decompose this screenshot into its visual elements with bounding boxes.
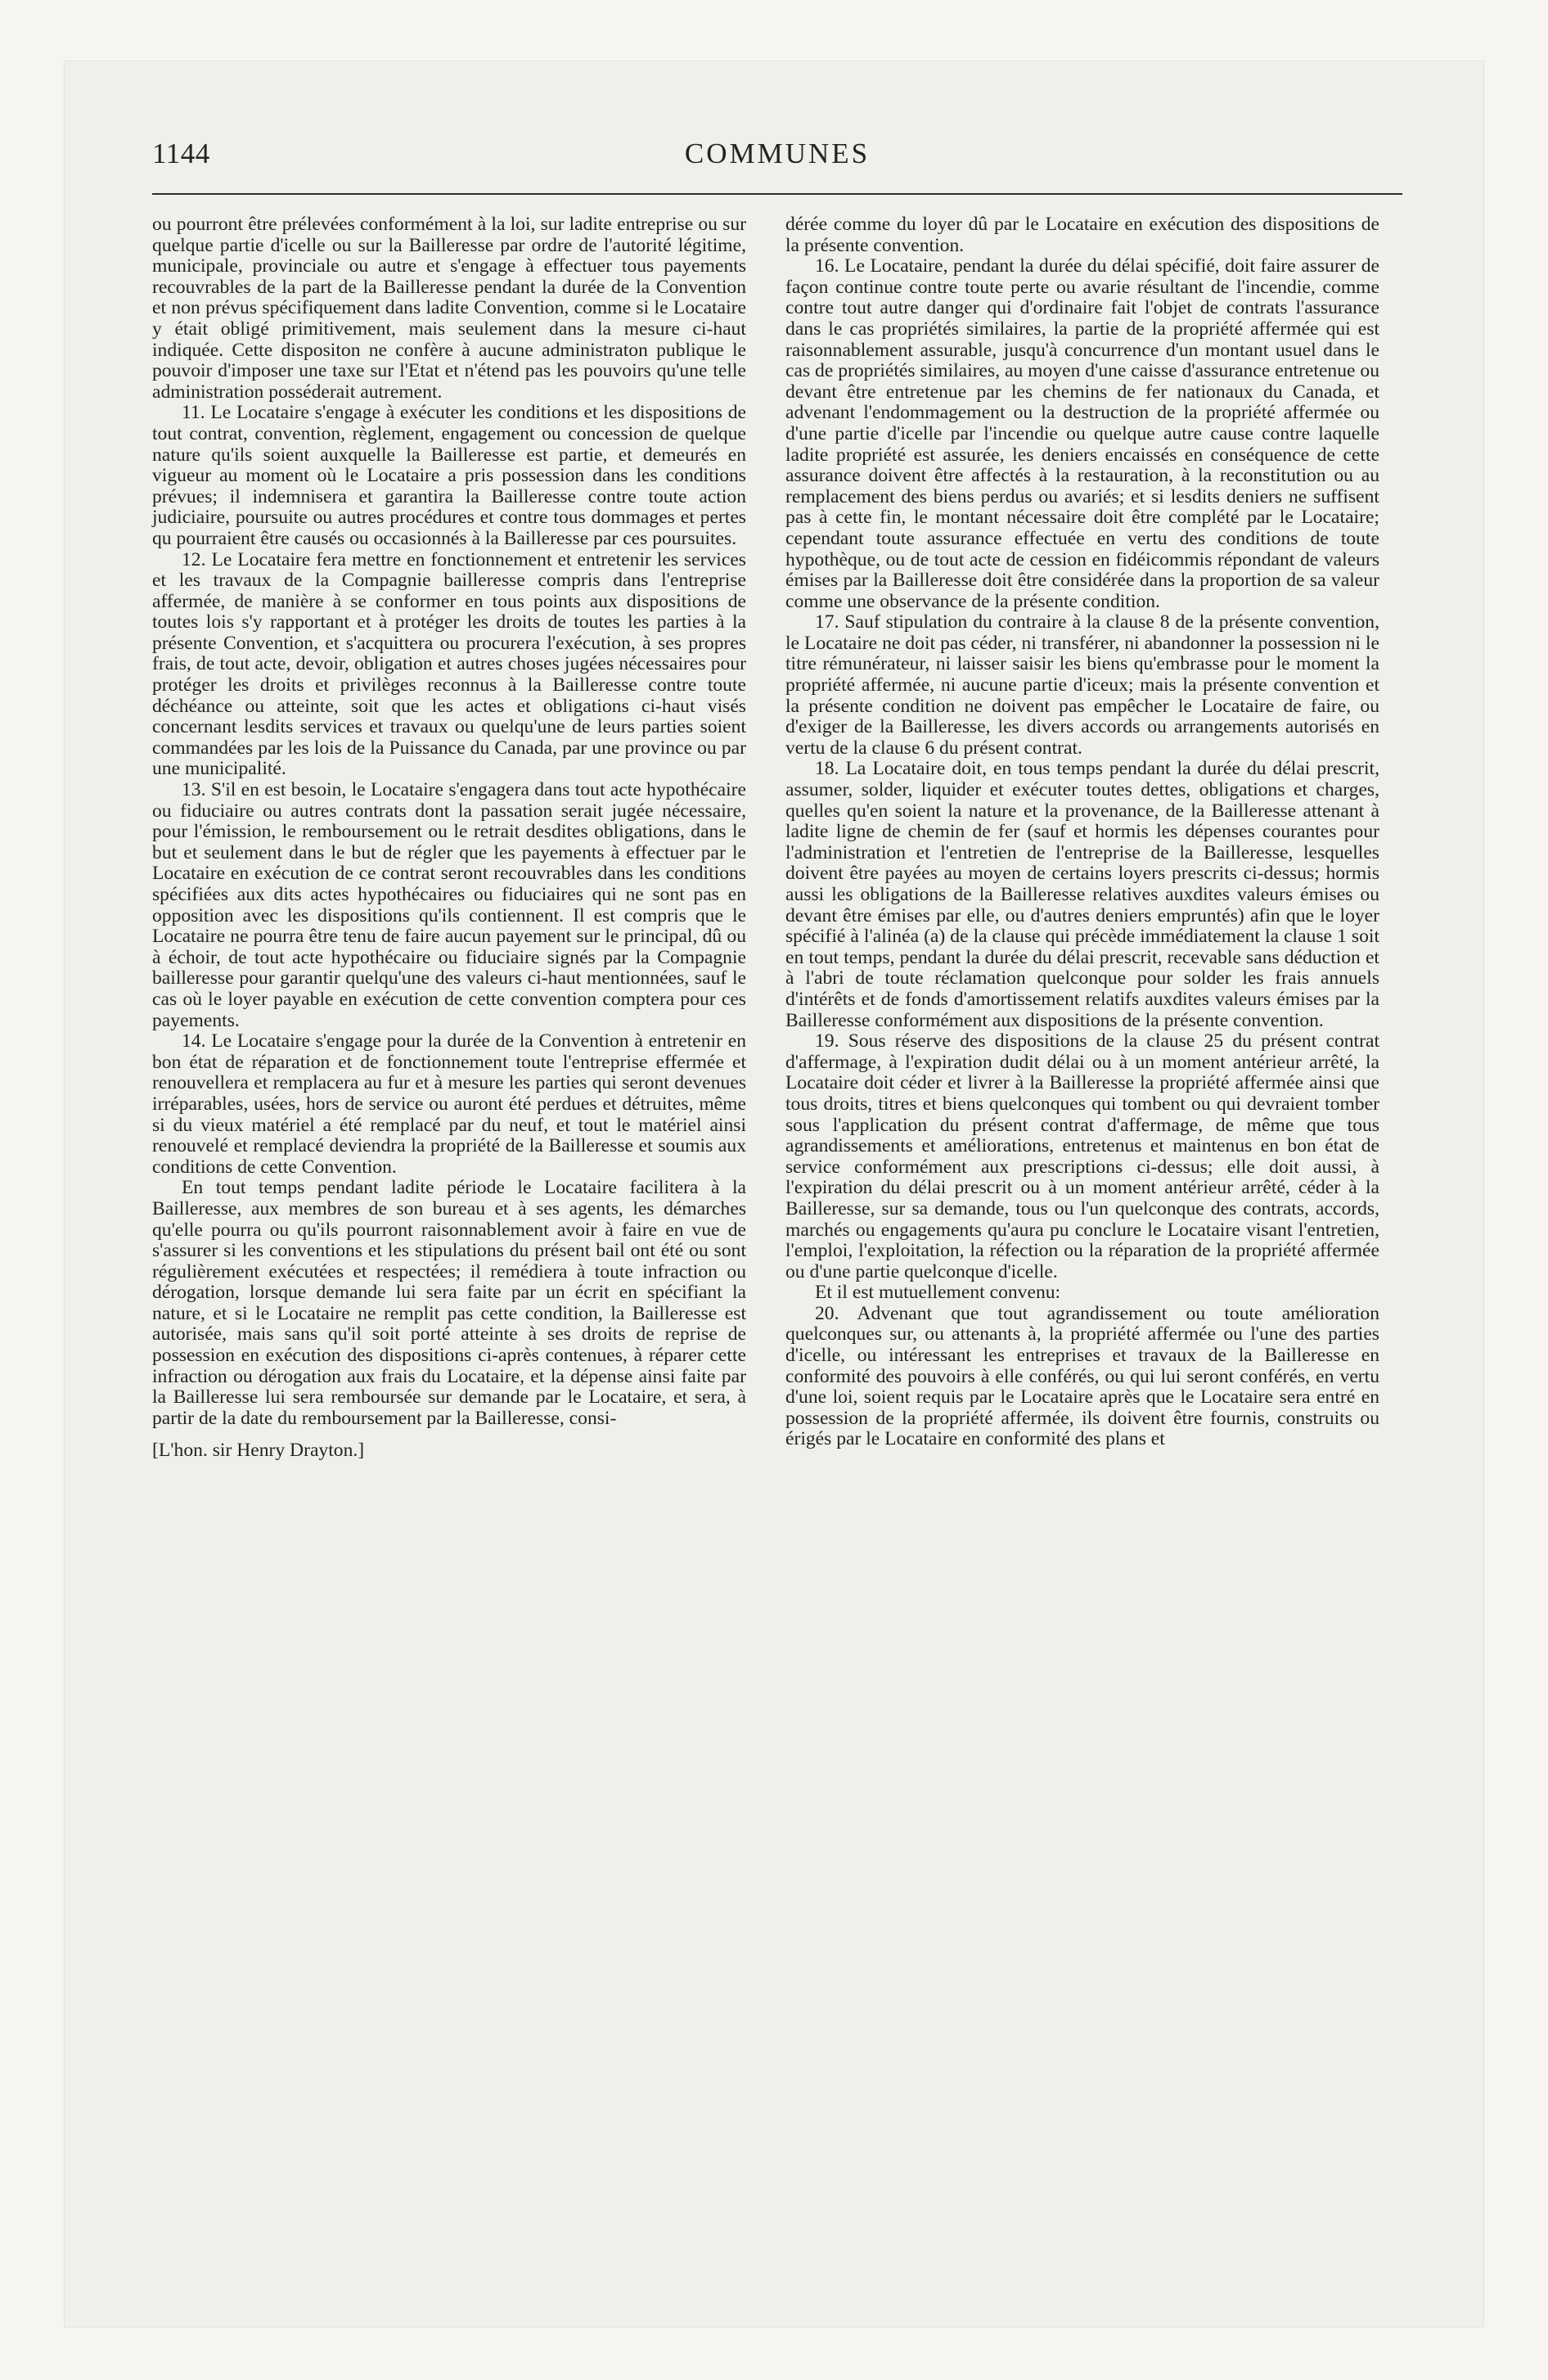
left-column	[152, 214, 746, 1462]
clause-16: 16. Le Locataire, pendant la durée du délai spécifié, doit faire assurer de façon continue contre toute perte ou avarie résultant de l'incendie, comme contre tout autre danger qui d'ordinaire fait l'objet de contrats l'assurance dans le cas propriétés similaires, la partie de la propriété affermée qui est raisonnablement assurable, jusqu'à concurrence d'un montant usuel dans le cas de propriétés similaires, au moyen d'une caisse d'assurance entretenue ou devant être entretenue par les chemins de fer nationaux du Canada, et advenant l'endommagement ou la destruction de la propriété affermée ou d'une partie d'icelle par l'incendie ou quelque autre cause contre laquelle ladite propriété est assurée, les deniers encaissés en conséquence de cette assurance doivent être affectés à la restauration, à la reconstitution ou au remplacement des biens perdus ou avariés; et si lesdits deniers ne suffisent pas à cette fin, le montant nécessaire doit être complété par le Locataire; cependant toute assurance effectuée en vertu des conditions de toute hypothèque, ou de tout acte de cession en fidéicommis répondant de valeurs émises par la Bailleresse doit être considérée dans la proportion de sa valeur comme une observance de la présente condition.	[785, 255, 1379, 612]
clause-20: 20. Advenant que tout agrandissement ou toute amélioration quelconques sur, ou attenants à, la propriété affermée ou l'une des parties d'icelle, ou intéressant les entreprises et travaux de la Bailleresse en conformité des pouvoirs à elle conférés, ou qui lui seront conférés, en vertu d'une loi, soient requis par le Locataire après que le Locataire sera entré en possession de la propriété affermée, ils doivent être fournis, construits ou érigés par le Locataire en conformité des plans et	[785, 1302, 1379, 1450]
page-header	[152, 137, 1402, 187]
speaker-attribution: [L'hon. sir Henry Drayton.]	[152, 1440, 365, 1462]
right-column	[785, 214, 1379, 1450]
paragraph-continuation: dérée comme du loyer dû par le Locataire en exécution des dispositions de la présente convention.	[785, 214, 1379, 256]
clause-12: 12. Le Locataire fera mettre en fonctionnement et entretenir les services et les travaux de la Compagnie bailleresse compris dans l'entreprise affermée, de manière à se conformer en tous points aux dispositions de toutes lois s'y rapportant et à protéger les droits de toutes les parties à la présente Convention, et s'acquittera ou procurera l'exécution, à ses propres frais, de tout acte, devoir, obligation et autres choses jugées nécessaires pour protéger les droits et privilèges reconnus à la Bailleresse contre toute déchéance ou atteinte, soit que les actes et obligations ci-haut visés concernant lesdits services et travaux ou quelqu'une de leurs parties soient commandées par les lois de la Puissance du Canada, par une province ou par une municipalité.	[152, 548, 746, 780]
mutual-agreement-line: Et il est mutuellement convenu:	[815, 1282, 1061, 1304]
clause-18: 18. La Locataire doit, en tous temps pendant la durée du délai prescrit, assumer, solder, liquider et exécuter toutes dettes, obligations et charges, quelles qu'en soient la nature et la provenance, de la Bailleresse attenant à ladite ligne de chemin de fer (sauf et hormis les dépenses courantes pour l'administration et l'entretien de l'entreprise de la Bailleresse, lesquelles doivent être payées au moyen de certains loyers prescrits ci-dessus; hormis aussi les obligations de la Bailleresse relatives auxdites valeurs émises ou devant être émises par elle, ou d'autres deniers empruntés) afin que le loyer spécifié à l'alinéa (a) de la clause qui précède immédiatement la clause 1 soit en tout temps, pendant la durée du délai prescrit, recevable sans déduction et à l'abri de toute réclamation quelconque pour solder les frais annuels d'intérêts et de fonds d'amortissement relatifs auxdites valeurs émises par la Bailleresse conformément aux dispositions de la présente convention.	[785, 758, 1379, 1031]
clause-14-inspection: En tout temps pendant ladite période le Locataire facilitera à la Bailleresse, aux membres de son bureau et à ses agents, les démarches qu'elle pourra ou qu'ils pourront raisonnablement avoir à faire en vue de s'assurer si les conventions et les stipulations du présent bail ont été ou sont régulièrement exécutées et respectées; il remédiera à toute infraction ou dérogation, lorsque demande lui sera faite par un écrit en spécifiant la nature, et si le Locataire ne remplit pas cette condition, la Bailleresse est autorisée, mais sans qu'il soit porté atteinte à ses droits de reprise de possession en exécution des dispositions ci-après contenues, à réparer cette infraction ou dérogation aux frais du Locataire, et la dépense ainsi faite par la Bailleresse lui sera remboursée sur demande par le Locataire, et sera, à partir de la date du remboursement par la Bailleresse, consi-	[152, 1177, 746, 1429]
clause-13: 13. S'il en est besoin, le Locataire s'engagera dans tout acte hypothécaire ou fiduciaire ou autres contrats dont la passation serait jugée nécessaire, pour l'émission, le remboursement ou le retrait desdites obligations, dans le but et seulement dans le but de régler que les payements à effectuer par le Locataire en exécution de ce contrat seront recouvrables dans les conditions spécifiées aux dits actes hypothécaires ou fiduciaires qui ne sont pas en opposition avec les dispositions qu'ils contiennent. Il est compris que le Locataire ne pourra être tenu de faire aucun payement sur le principal, dû ou à échoir, de tout acte hypothécaire ou fiduciaire signés par la Compagnie bailleresse pour garantir quelqu'une des valeurs ci-haut mentionnées, sauf le cas où le loyer payable en exécution de cette convention comptera pour ces payements.	[152, 779, 746, 1031]
clause-11: 11. Le Locataire s'engage à exécuter les conditions et les dispositions de tout contrat, convention, règlement, engagement ou concession de quelque nature qu'ils soient auxquelle la Bailleresse est partie, et demeurés en vigueur au moment où le Locataire a pris possession dans les conditions prévues; il indemnisera et garantira la Bailleresse contre toute action judiciaire, poursuite ou autres procédures et contre tous dommages et pertes qu pourraient être causés ou occasionnés à la Bailleresse par ces poursuites.	[152, 402, 746, 549]
clause-19: 19. Sous réserve des dispositions de la clause 25 du présent contrat d'affermage, à l'expiration dudit délai ou à un moment antérieur arrêté, la Locataire doit céder et livrer à la Bailleresse la propriété affermée ainsi que tous droits, titres et biens quelconques qui tombent ou qui devraient tomber sous l'application du présent contrat d'affermage, de même que tous agrandissements et améliorations, entretenus et maintenus en bon état de service conformément aux prescriptions ci-dessus; elle doit aussi, à l'expiration du délai prescrit ou à un moment antérieur arrêté, céder à la Bailleresse, sur sa demande, tous ou l'un quelconque des contrats, accords, marchés ou engagements qu'aura pu conclure le Locataire visant l'entretien, l'emploi, l'exploitation, la réfection ou la réparation de la propriété affermée ou d'une partie quelconque d'icelle.	[785, 1030, 1379, 1282]
clause-17: 17. Sauf stipulation du contraire à la clause 8 de la présente convention, le Locataire ne doit pas céder, ni transférer, ni abandonner la possession ni le titre rémunérateur, ni laisser saisir les biens qu'embrasse pour le moment la propriété affermée, ni aucune partie d'iceux; mais la présente convention et la présente condition ne doivent pas empêcher le Locataire de faire, ou d'exiger de la Bailleresse, les divers accords ou arrangements autorisés en vertu de la clause 6 du présent contrat.	[785, 611, 1379, 759]
page-number: 1144	[152, 137, 210, 169]
header-rule	[152, 193, 1402, 195]
paragraph-continuation: ou pourront être prélevées conformément à la loi, sur ladite entreprise ou sur quelque partie d'icelle ou sur la Bailleresse par ordre de l'autorité légitime, municipale, provinciale ou autre et s'engage à effectuer tous payements recouvrables de la part de la Bailleresse pendant la durée de la Convention et non prévus spécifiquement dans ladite Convention, comme si le Locataire y était obligé primitivement, mais seulement dans la mesure ci-haut indiquée. Cette dispositon ne confère à aucune administraton publique le pouvoir d'imposer une taxe sur l'Etat et n'étend pas les pouvoirs qu'une telle administration posséderait autrement.	[152, 214, 746, 403]
clause-14: 14. Le Locataire s'engage pour la durée de la Convention à entretenir en bon état de réparation et de fonctionnement toute l'entreprise effermée et renouvellera et remplacera au fur et à mesure les parties qui seront devenues irréparables, usées, hors de service ou auront été perdues et détruites, même si du vieux matériel a été remplacé par du neuf, et tout le matériel ainsi renouvelé et remplacé deviendra la propriété de la Bailleresse et soumis aux conditions de cette Convention.	[152, 1030, 746, 1178]
running-title: COMMUNES	[684, 137, 871, 169]
